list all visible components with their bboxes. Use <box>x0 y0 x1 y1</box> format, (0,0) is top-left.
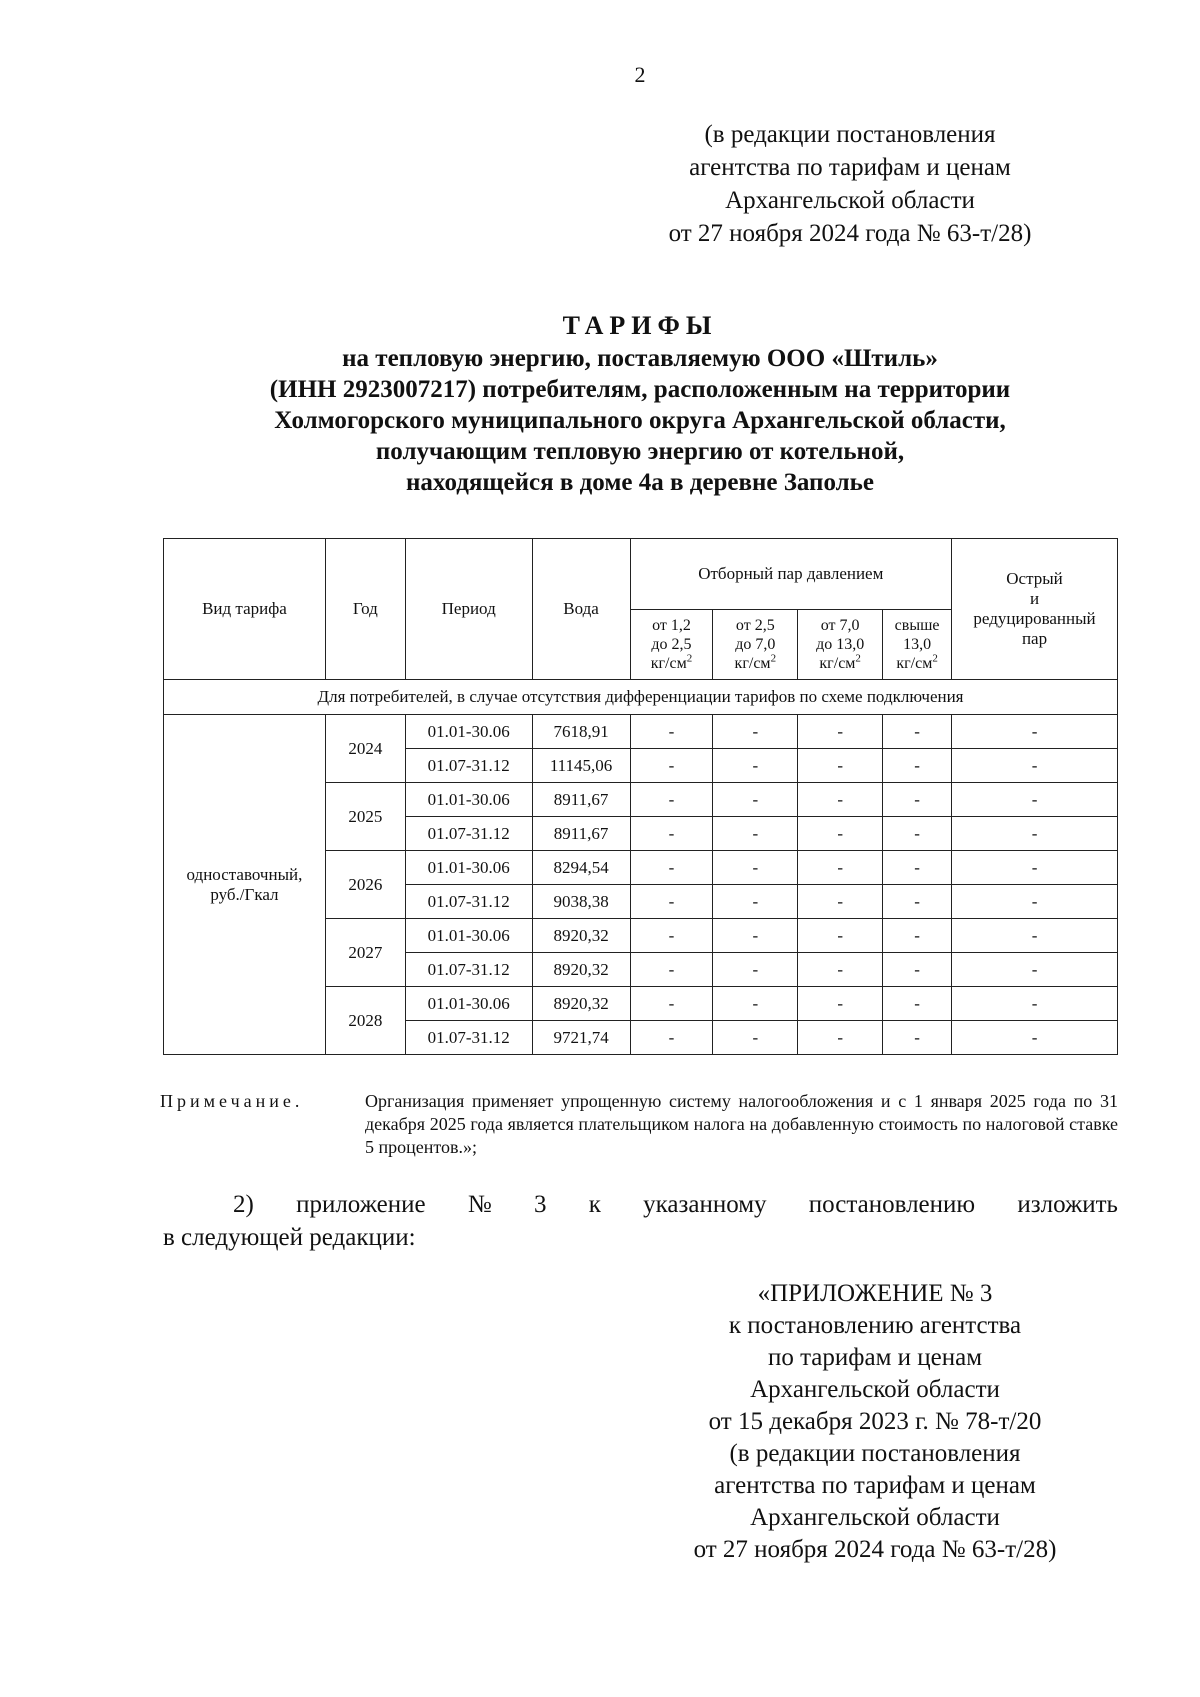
header-steam-2 <box>713 610 798 680</box>
empty-tariff-cell: - <box>952 851 1118 885</box>
empty-tariff-cell: - <box>798 715 883 749</box>
empty-tariff-cell: - <box>798 1021 883 1055</box>
header-text: от 7,0 <box>820 617 860 634</box>
header-text: 13,0 <box>903 636 932 653</box>
empty-tariff-cell: - <box>883 817 952 851</box>
empty-tariff-cell: - <box>952 783 1118 817</box>
word: постановлению <box>808 1191 976 1218</box>
empty-tariff-cell: - <box>713 817 798 851</box>
empty-tariff-cell: - <box>798 953 883 987</box>
section-label: Для потребителей, в случае отсутствия дифференциации тарифов по схеме подключения <box>164 680 1118 715</box>
paragraph-line <box>163 1188 1118 1221</box>
empty-tariff-cell: - <box>630 953 713 987</box>
period-cell: 01.07-31.12 <box>405 953 532 987</box>
period-cell: 01.07-31.12 <box>405 817 532 851</box>
water-tariff-cell: 9038,38 <box>532 885 630 919</box>
edition-line: от 27 ноября 2024 года № 63-т/28) <box>668 220 1032 247</box>
appendix-line: «ПРИЛОЖЕНИЕ № 3 <box>757 1280 993 1307</box>
empty-tariff-cell: - <box>713 919 798 953</box>
empty-tariff-cell: - <box>798 919 883 953</box>
empty-tariff-cell: - <box>713 715 798 749</box>
edition-line: Архангельской области <box>725 187 975 214</box>
water-tariff-cell: 8920,32 <box>532 987 630 1021</box>
empty-tariff-cell: - <box>713 749 798 783</box>
header-water: Вода <box>532 539 630 680</box>
word: 2) <box>233 1191 254 1218</box>
water-tariff-cell: 8920,32 <box>532 919 630 953</box>
unit: $кг/см^2$ <box>650 652 693 672</box>
header-text: до 7,0 <box>735 636 776 653</box>
title-line: на тепловую энергию, поставляемую ООО «Штиль» <box>342 345 938 372</box>
empty-tariff-cell: - <box>630 1021 713 1055</box>
note <box>160 1090 1118 1159</box>
header-tariff-type: Вид тарифа <box>164 539 326 680</box>
word: изложить <box>1017 1191 1118 1218</box>
header-text: редуцированный <box>973 609 1096 628</box>
empty-tariff-cell: - <box>952 885 1118 919</box>
empty-tariff-cell: - <box>630 749 713 783</box>
empty-tariff-cell: - <box>883 851 952 885</box>
water-tariff-cell: 11145,06 <box>532 749 630 783</box>
word: приложение <box>296 1191 426 1218</box>
paragraph-line: в следующей редакции: <box>163 1224 416 1251</box>
appendix-line: от 15 декабря 2023 г. № 78-т/20 <box>708 1408 1042 1435</box>
empty-tariff-cell: - <box>713 783 798 817</box>
period-cell: 01.01-30.06 <box>405 783 532 817</box>
empty-tariff-cell: - <box>798 987 883 1021</box>
header-text: от 1,2 <box>652 617 691 634</box>
year-cell: 2027 <box>325 919 405 987</box>
empty-tariff-cell: - <box>883 1021 952 1055</box>
year-cell: 2024 <box>325 715 405 783</box>
water-tariff-cell: 7618,91 <box>532 715 630 749</box>
header-text: свыше <box>894 617 940 634</box>
header-text: пар <box>1021 629 1048 648</box>
empty-tariff-cell: - <box>798 885 883 919</box>
word: 3 <box>533 1191 547 1218</box>
header-text: Острый <box>1006 569 1063 588</box>
header-period: Период <box>405 539 532 680</box>
edition-line: агентства по тарифам и ценам <box>689 154 1011 181</box>
empty-tariff-cell: - <box>798 749 883 783</box>
period-cell: 01.01-30.06 <box>405 715 532 749</box>
empty-tariff-cell: - <box>798 783 883 817</box>
period-cell: 01.01-30.06 <box>405 987 532 1021</box>
header-sharp-steam <box>952 539 1118 680</box>
empty-tariff-cell: - <box>883 885 952 919</box>
title-line: Холмогорского муниципального округа Архангельской области, <box>274 407 1006 434</box>
year-cell: 2028 <box>325 987 405 1055</box>
tariff-table <box>163 538 1118 1055</box>
note-label: Примечание. <box>160 1091 304 1111</box>
title-line: находящейся в доме 4а в деревне Заполье <box>406 469 874 496</box>
empty-tariff-cell: - <box>952 749 1118 783</box>
appendix-line: (в редакции постановления <box>729 1440 1021 1467</box>
table-row <box>164 715 1118 749</box>
period-cell: 01.07-31.12 <box>405 1021 532 1055</box>
year-cell: 2026 <box>325 851 405 919</box>
empty-tariff-cell: - <box>952 919 1118 953</box>
empty-tariff-cell: - <box>883 715 952 749</box>
header-steam-group: Отборный пар давлением <box>630 539 952 610</box>
note-text: Организация применяет упрощенную систему налогообложения и с 1 января 2025 года по 31 декабря 2025 года является плательщиком налога на добавленную стоимость по налоговой ставке 5 процентов.»; <box>365 1091 1118 1157</box>
empty-tariff-cell: - <box>630 783 713 817</box>
appendix-line: к постановлению агентства <box>728 1312 1022 1339</box>
appendix-line: Архангельской области <box>750 1376 1000 1403</box>
empty-tariff-cell: - <box>713 851 798 885</box>
period-cell: 01.01-30.06 <box>405 919 532 953</box>
header-steam-1 <box>630 610 713 680</box>
word: к <box>588 1191 601 1218</box>
empty-tariff-cell: - <box>798 851 883 885</box>
tariff-type-text: одноставочный, <box>186 864 303 884</box>
word: № <box>467 1191 492 1218</box>
empty-tariff-cell: - <box>883 749 952 783</box>
header-text: и <box>1029 589 1040 608</box>
empty-tariff-cell: - <box>883 919 952 953</box>
tariff-type-unit: руб./Гкал <box>210 884 279 904</box>
period-cell: 01.07-31.12 <box>405 749 532 783</box>
empty-tariff-cell: - <box>630 851 713 885</box>
empty-tariff-cell: - <box>883 987 952 1021</box>
empty-tariff-cell: - <box>798 817 883 851</box>
title-line: получающим тепловую энергию от котельной, <box>375 438 905 465</box>
appendix-line: агентства по тарифам и ценам <box>714 1472 1036 1499</box>
empty-tariff-cell: - <box>713 987 798 1021</box>
unit: $кг/см^2$ <box>819 652 861 672</box>
empty-tariff-cell: - <box>952 1021 1118 1055</box>
unit: $кг/см^2$ <box>896 652 938 672</box>
empty-tariff-cell: - <box>713 885 798 919</box>
empty-tariff-cell: - <box>952 817 1118 851</box>
empty-tariff-cell: - <box>883 953 952 987</box>
title-line: (ИНН 2923007217) потребителям, расположенным на территории <box>269 376 1011 403</box>
empty-tariff-cell: - <box>630 817 713 851</box>
period-cell: 01.01-30.06 <box>405 851 532 885</box>
appendix-header <box>640 1278 1110 1566</box>
water-tariff-cell: 8294,54 <box>532 851 630 885</box>
appendix-line: Архангельской области <box>750 1504 1000 1531</box>
period-cell: 01.07-31.12 <box>405 885 532 919</box>
header-year: Год <box>325 539 405 680</box>
title-main: ТАРИФЫ <box>562 311 718 340</box>
empty-tariff-cell: - <box>713 953 798 987</box>
header-text: до 13,0 <box>816 636 865 653</box>
amendment-paragraph <box>163 1188 1118 1254</box>
year-cell: 2025 <box>325 783 405 851</box>
empty-tariff-cell: - <box>713 1021 798 1055</box>
empty-tariff-cell: - <box>952 987 1118 1021</box>
water-tariff-cell: 9721,74 <box>532 1021 630 1055</box>
empty-tariff-cell: - <box>630 885 713 919</box>
document-title <box>150 310 1130 498</box>
water-tariff-cell: 8911,67 <box>532 783 630 817</box>
water-tariff-cell: 8920,32 <box>532 953 630 987</box>
tariff-type-cell <box>164 715 326 1055</box>
edition-line: (в редакции постановления <box>704 121 996 148</box>
empty-tariff-cell: - <box>630 987 713 1021</box>
edition-header <box>590 118 1110 250</box>
empty-tariff-cell: - <box>630 715 713 749</box>
empty-tariff-cell: - <box>952 953 1118 987</box>
page-number: 2 <box>634 62 646 87</box>
header-steam-4 <box>883 610 952 680</box>
empty-tariff-cell: - <box>952 715 1118 749</box>
header-text: от 2,5 <box>735 617 775 634</box>
header-steam-3 <box>798 610 883 680</box>
appendix-line: по тарифам и ценам <box>767 1344 983 1371</box>
appendix-line: от 27 ноября 2024 года № 63-т/28) <box>693 1536 1057 1563</box>
empty-tariff-cell: - <box>883 783 952 817</box>
empty-tariff-cell: - <box>630 919 713 953</box>
unit: $кг/см^2$ <box>734 652 777 672</box>
word: указанному <box>643 1191 767 1218</box>
header-text: до 2,5 <box>651 636 692 653</box>
water-tariff-cell: 8911,67 <box>532 817 630 851</box>
